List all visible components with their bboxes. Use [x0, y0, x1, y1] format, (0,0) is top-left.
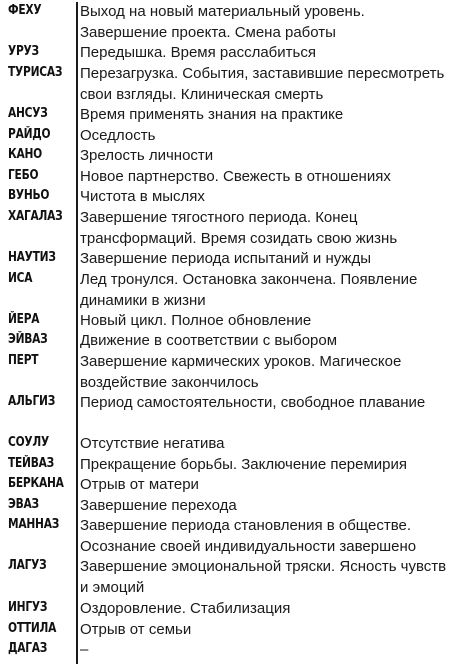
rune-meaning: Чистота в мыслях [80, 188, 205, 205]
rune-meaning: Отрыв от матери [80, 476, 199, 493]
rune-meaning: Оседлость [80, 127, 156, 144]
rune-meaning: Завершение периода испытаний и нужды [80, 250, 371, 267]
rune-name: ЭВАЗ [8, 497, 39, 512]
rune-meaning: Оздоровление. Стабилизация [80, 600, 291, 617]
rune-name: ЛАГУЗ [8, 558, 47, 573]
rune-name: АЛЬГИЗ [8, 394, 56, 409]
rune-name: ТУРИСАЗ [8, 65, 63, 80]
rune-name: РАЙДО [8, 127, 51, 142]
rune-name: ОТТИЛА [8, 621, 57, 636]
rune-name: ХАГАЛАЗ [8, 209, 63, 224]
rune-meaning: Время применять знания на практике [80, 106, 344, 123]
rune-meaning: Завершение кармических уроков. Магическое воздействие закончилось [80, 353, 402, 391]
rune-meaning: Период самостоятельности, свободное плавание [80, 394, 426, 411]
rune-name: ДАГАЗ [8, 641, 48, 656]
rune-meaning: – [80, 641, 89, 658]
rune-name: СОУЛУ [8, 435, 49, 450]
rune-meaning: Завершение эмоциональной тряски. Ясность чувств и эмоций [80, 558, 447, 596]
rune-name: ЭЙВАЗ [8, 332, 48, 347]
rune-meaning: Отсутствие негатива [80, 435, 225, 452]
rune-name: УРУЗ [8, 44, 39, 59]
rune-name: ТЕЙВАЗ [8, 456, 54, 471]
rune-meaning: Прекращение борьбы. Заключение перемирия [80, 456, 408, 473]
rune-name: БЕРКАНА [8, 476, 64, 491]
rune-meaning: Выход на новый материальный уровень. Завершение проекта. Смена работы [80, 3, 365, 41]
rune-name: ГЕБО [8, 168, 39, 183]
rune-meaning: Движение в соответствии с выбором [80, 332, 338, 349]
rune-name: ИНГУЗ [8, 600, 48, 615]
rune-meaning: Новый цикл. Полное обновление [80, 312, 312, 329]
rune-name: ВУНЬО [8, 188, 50, 203]
rune-name: ЙЕРА [8, 312, 40, 327]
rune-name: АНСУЗ [8, 106, 48, 121]
rune-name: КАНО [8, 147, 42, 162]
rune-meaning: Отрыв от семьи [80, 621, 192, 638]
column-divider [76, 2, 78, 664]
rune-meaning: Перезагрузка. События, заставившие пересмотреть свои взгляды. Клиническая смерть [80, 65, 445, 103]
rune-meaning: Зрелость личности [80, 147, 214, 164]
rune-meaning: Новое партнерство. Свежесть в отношениях [80, 168, 391, 185]
rune-meaning: Завершение периода становления в обществе. Осознание своей индивидуальности завершено [80, 517, 417, 555]
rune-name: ПЕРТ [8, 353, 39, 368]
rune-name: НАУТИЗ [8, 250, 56, 265]
rune-meaning: Лед тронулся. Остановка закончена. Появление динамики в жизни [80, 271, 418, 309]
rune-name: ИСА [8, 271, 33, 286]
rune-name: МАННАЗ [8, 517, 60, 532]
rune-meaning: Завершение перехода [80, 497, 237, 514]
rune-meaning: Передышка. Время расслабиться [80, 44, 316, 61]
rune-name: ФЕХУ [8, 3, 42, 18]
rune-meaning: Завершение тягостного периода. Конец трансформаций. Время созидать свою жизнь [80, 209, 398, 247]
